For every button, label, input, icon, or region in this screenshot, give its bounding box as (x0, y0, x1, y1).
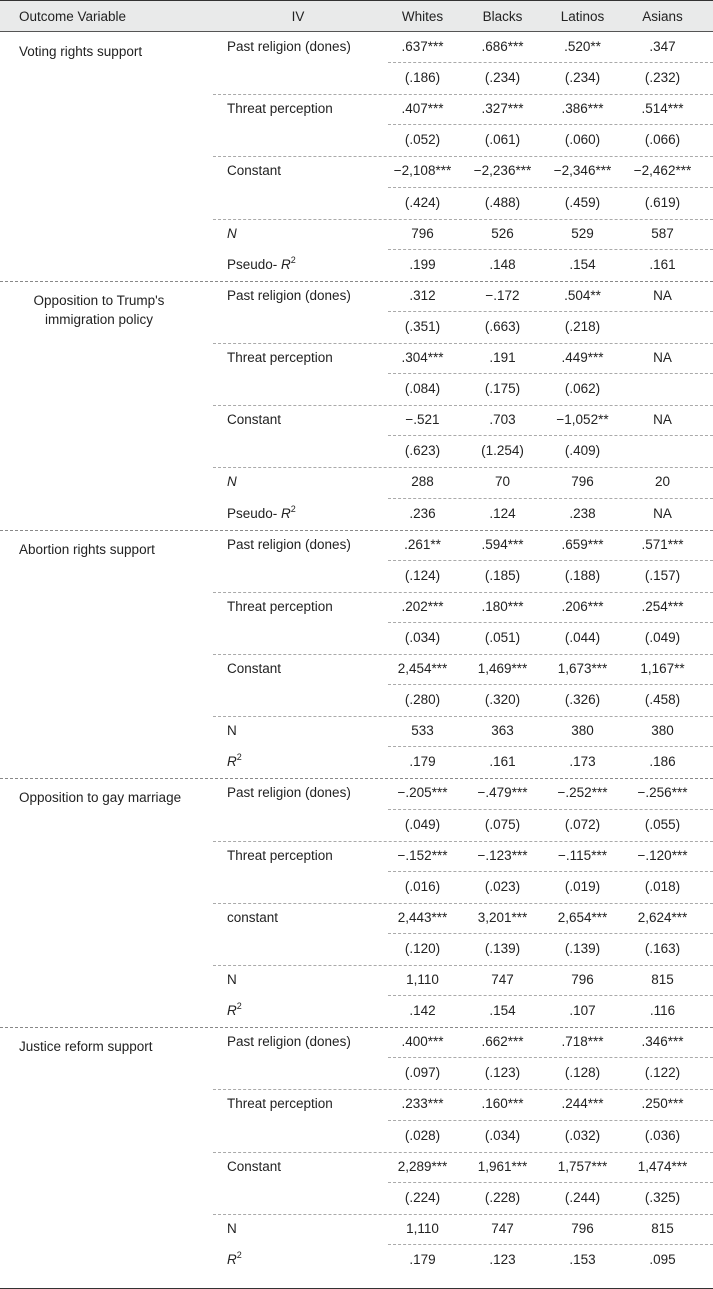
coef-latinos: .504** (564, 288, 601, 303)
fit-label-r: R (227, 754, 237, 769)
se-asians (624, 435, 701, 466)
iv-label: Threat perception (227, 1096, 333, 1111)
fit-whites: .199 (409, 257, 436, 272)
coef-whites: 2,289*** (397, 1159, 448, 1174)
fit-latinos: .153 (569, 1252, 596, 1267)
coef-asians: .571*** (641, 537, 684, 552)
iv-label: Constant (227, 163, 282, 178)
coef-whites: −.521 (405, 412, 440, 427)
n-blacks: 747 (491, 972, 514, 987)
header-whites: Whites (401, 9, 444, 24)
coef-asians: −.256*** (637, 785, 688, 800)
fit-latinos: .107 (569, 1003, 596, 1018)
fit-label-sup: 2 (236, 1000, 242, 1011)
se-latinos: (.060) (564, 132, 601, 147)
se-whites: (.424) (404, 195, 441, 210)
n-label-text: N (227, 723, 237, 738)
coef-latinos: .386*** (561, 101, 604, 116)
fit-label-r: R (281, 257, 291, 272)
n-latinos: 796 (571, 1221, 594, 1236)
coef-latinos: 1,673*** (557, 661, 608, 676)
fit-blacks: .161 (489, 754, 516, 769)
se-whites: (.016) (404, 879, 441, 894)
outcome-label: Abortion rights support (19, 542, 155, 557)
n-latinos: 380 (571, 723, 594, 738)
se-blacks: (.488) (484, 195, 521, 210)
n-label (227, 964, 377, 995)
coef-asians: NA (653, 350, 672, 365)
coef-latinos: .244*** (561, 1096, 604, 1111)
se-asians: (.232) (644, 70, 681, 85)
iv-label: Past religion (dones) (227, 537, 351, 552)
n-blacks: 363 (491, 723, 514, 738)
coef-asians: 1,474*** (637, 1159, 688, 1174)
fit-label-r: R (227, 1003, 237, 1018)
fit-latinos: .238 (569, 506, 596, 521)
coef-latinos: −1,052** (556, 412, 609, 427)
coef-latinos: 2,654*** (557, 910, 608, 925)
iv-label: Threat perception (227, 848, 333, 863)
coef-blacks: .703 (489, 412, 516, 427)
se-asians: (.066) (644, 132, 681, 147)
coef-blacks: −2,236*** (473, 163, 532, 178)
fit-whites: .236 (409, 506, 436, 521)
se-blacks: (.228) (484, 1190, 521, 1205)
iv-label: Threat perception (227, 599, 333, 614)
fit-label (227, 249, 377, 280)
fit-blacks: .123 (489, 1252, 516, 1267)
se-whites: (.034) (404, 630, 441, 645)
se-whites: (.186) (404, 70, 441, 85)
se-latinos: (.019) (564, 879, 601, 894)
n-asians: 815 (651, 1221, 674, 1236)
coef-whites: −.205*** (397, 785, 448, 800)
n-whites: 533 (411, 723, 434, 738)
coef-asians: .347 (649, 39, 676, 54)
coef-asians: −.120*** (637, 848, 688, 863)
coef-blacks: .191 (489, 350, 516, 365)
coef-blacks: .160*** (481, 1096, 524, 1111)
se-asians: (.055) (644, 817, 681, 832)
se-asians: (.122) (644, 1065, 681, 1080)
se-whites: (.280) (404, 692, 441, 707)
se-latinos: (.062) (564, 381, 601, 396)
coef-blacks: .180*** (481, 599, 524, 614)
se-blacks: (.051) (484, 630, 521, 645)
se-blacks: (.175) (484, 381, 521, 396)
n-latinos: 796 (571, 474, 594, 489)
fit-blacks: .148 (489, 257, 516, 272)
se-blacks: (.061) (484, 132, 521, 147)
se-latinos: (.409) (564, 443, 601, 458)
coef-whites: .233*** (401, 1096, 444, 1111)
se-blacks: (.234) (484, 70, 521, 85)
n-blacks: 70 (494, 474, 511, 489)
se-asians: (.163) (644, 941, 681, 956)
header-outcome: Outcome Variable (19, 9, 127, 24)
n-whites: 796 (411, 226, 434, 241)
fit-asians: .095 (649, 1252, 676, 1267)
se-asians: (.619) (644, 195, 681, 210)
se-blacks: (.023) (484, 879, 521, 894)
iv-label: Constant (227, 661, 282, 676)
fit-label (227, 746, 377, 777)
coef-asians: NA (653, 412, 672, 427)
n-label (227, 715, 377, 746)
coef-blacks: −.123*** (477, 848, 528, 863)
coef-whites: −2,108*** (393, 163, 452, 178)
n-whites: 288 (411, 474, 434, 489)
fit-label (227, 995, 377, 1026)
iv-label: constant (227, 910, 279, 925)
outcome-label: Voting rights support (19, 44, 143, 59)
se-whites: (.623) (404, 443, 441, 458)
se-blacks: (.663) (484, 319, 521, 334)
se-latinos: (.218) (564, 319, 601, 334)
se-asians (624, 373, 701, 404)
n-whites: 1,110 (406, 1221, 439, 1236)
coef-asians: 2,624*** (637, 910, 688, 925)
coef-asians: .514*** (641, 101, 684, 116)
coef-blacks: 1,469*** (477, 661, 528, 676)
coef-whites: .304*** (401, 350, 444, 365)
coef-whites: .312 (409, 288, 436, 303)
n-label (227, 1213, 377, 1244)
se-latinos: (.234) (564, 70, 601, 85)
se-asians: (.157) (644, 568, 681, 583)
coef-asians: −2,462*** (633, 163, 692, 178)
coef-latinos: −2,346*** (553, 163, 612, 178)
n-label (227, 466, 377, 497)
se-whites: (.224) (404, 1190, 441, 1205)
fit-label-sup: 2 (236, 751, 242, 762)
coef-latinos: 1,757*** (557, 1159, 608, 1174)
se-blacks: (.185) (484, 568, 521, 583)
iv-label: Past religion (dones) (227, 39, 351, 54)
se-blacks: (1.254) (481, 443, 524, 458)
se-whites: (.124) (404, 568, 441, 583)
fit-label-r: R (227, 1252, 237, 1267)
se-asians: (.458) (644, 692, 681, 707)
coef-whites: 2,443*** (397, 910, 448, 925)
coef-whites: .202*** (401, 599, 444, 614)
fit-whites: .179 (409, 1252, 436, 1267)
iv-label: Past religion (dones) (227, 785, 351, 800)
se-whites: (.049) (404, 817, 441, 832)
coef-latinos: .206*** (561, 599, 604, 614)
coef-blacks: .327*** (481, 101, 524, 116)
n-label-text: N (227, 474, 237, 489)
n-blacks: 526 (491, 226, 514, 241)
se-blacks: (.123) (484, 1065, 521, 1080)
coef-blacks: −.479*** (477, 785, 528, 800)
header-iv: IV (291, 9, 305, 24)
n-asians: 587 (651, 226, 674, 241)
se-latinos: (.072) (564, 817, 601, 832)
n-whites: 1,110 (406, 972, 439, 987)
iv-label: Constant (227, 412, 282, 427)
fit-label-prefix: Pseudo- (227, 506, 282, 521)
coef-whites: .637*** (401, 39, 444, 54)
coef-latinos: .718*** (561, 1034, 604, 1049)
se-whites: (.052) (404, 132, 441, 147)
header-asians: Asians (642, 9, 683, 24)
se-latinos: (.188) (564, 568, 601, 583)
se-latinos: (.459) (564, 195, 601, 210)
fit-whites: .142 (409, 1003, 436, 1018)
iv-label: Threat perception (227, 350, 333, 365)
iv-label: Threat perception (227, 101, 333, 116)
n-latinos: 529 (571, 226, 594, 241)
fit-label (227, 1244, 377, 1275)
fit-blacks: .124 (489, 506, 516, 521)
n-label-text: N (227, 972, 237, 987)
se-blacks: (.075) (484, 817, 521, 832)
coef-blacks: 1,961*** (477, 1159, 528, 1174)
outcome-label: Justice reform support (19, 1039, 153, 1054)
se-latinos: (.244) (564, 1190, 601, 1205)
coef-whites: .400*** (401, 1034, 444, 1049)
n-latinos: 796 (571, 972, 594, 987)
se-asians: (.036) (644, 1128, 681, 1143)
coef-latinos: −.115*** (558, 848, 607, 863)
iv-label: Past religion (dones) (227, 1034, 351, 1049)
coef-latinos: .659*** (561, 537, 604, 552)
coef-latinos: .520** (564, 39, 601, 54)
coef-blacks: .686*** (481, 39, 524, 54)
se-blacks: (.139) (484, 941, 521, 956)
fit-label-sup: 2 (290, 254, 296, 265)
fit-asians: .186 (649, 754, 676, 769)
n-label-text: N (227, 226, 237, 241)
coef-blacks: .594*** (481, 537, 524, 552)
fit-label (227, 498, 377, 529)
fit-label-r: R (281, 506, 291, 521)
n-label (227, 218, 377, 249)
coef-whites: .407*** (401, 101, 444, 116)
se-latinos: (.128) (564, 1065, 601, 1080)
coef-asians: .254*** (641, 599, 684, 614)
coef-asians: .250*** (641, 1096, 684, 1111)
coef-asians: 1,167** (640, 661, 685, 676)
se-latinos: (.032) (564, 1128, 601, 1143)
coef-blacks: −.172 (485, 288, 520, 303)
se-latinos: (.326) (564, 692, 601, 707)
se-whites: (.097) (404, 1065, 441, 1080)
se-whites: (.084) (404, 381, 441, 396)
coef-whites: 2,454*** (397, 661, 448, 676)
se-whites: (.120) (404, 941, 441, 956)
coef-whites: .261** (404, 537, 441, 552)
fit-asians: .161 (649, 257, 676, 272)
coef-blacks: .662*** (481, 1034, 524, 1049)
n-label-text: N (227, 1221, 237, 1236)
coef-latinos: −.252*** (557, 785, 608, 800)
n-asians: 20 (654, 474, 671, 489)
se-asians: (.018) (644, 879, 681, 894)
se-latinos: (.139) (564, 941, 601, 956)
coef-whites: −.152*** (397, 848, 448, 863)
fit-latinos: .173 (569, 754, 596, 769)
se-asians: (.325) (644, 1190, 681, 1205)
fit-label-sup: 2 (290, 503, 296, 514)
fit-asians: .116 (649, 1003, 676, 1018)
se-whites: (.028) (404, 1128, 441, 1143)
n-asians: 380 (651, 723, 674, 738)
header-blacks: Blacks (482, 9, 523, 24)
iv-label: Constant (227, 1159, 282, 1174)
coef-blacks: 3,201*** (477, 910, 528, 925)
iv-label: Past religion (dones) (227, 288, 351, 303)
coef-asians: .346*** (641, 1034, 684, 1049)
outcome-label: Opposition to gay marriage (19, 790, 182, 805)
se-latinos: (.044) (564, 630, 601, 645)
fit-latinos: .154 (569, 257, 596, 272)
outcome-label: Opposition to Trump's immigration policy (33, 293, 165, 327)
n-blacks: 747 (491, 1221, 514, 1236)
coef-latinos: .449*** (561, 350, 604, 365)
coef-asians: NA (653, 288, 672, 303)
fit-whites: .179 (409, 754, 436, 769)
header-latinos: Latinos (560, 9, 605, 24)
fit-label-sup: 2 (236, 1249, 242, 1260)
se-blacks: (.320) (484, 692, 521, 707)
se-whites: (.351) (404, 319, 441, 334)
fit-asians: NA (653, 506, 672, 521)
se-asians (624, 311, 701, 342)
se-blacks: (.034) (484, 1128, 521, 1143)
se-asians: (.049) (644, 630, 681, 645)
fit-blacks: .154 (489, 1003, 516, 1018)
n-asians: 815 (651, 972, 674, 987)
fit-label-prefix: Pseudo- (227, 257, 282, 272)
